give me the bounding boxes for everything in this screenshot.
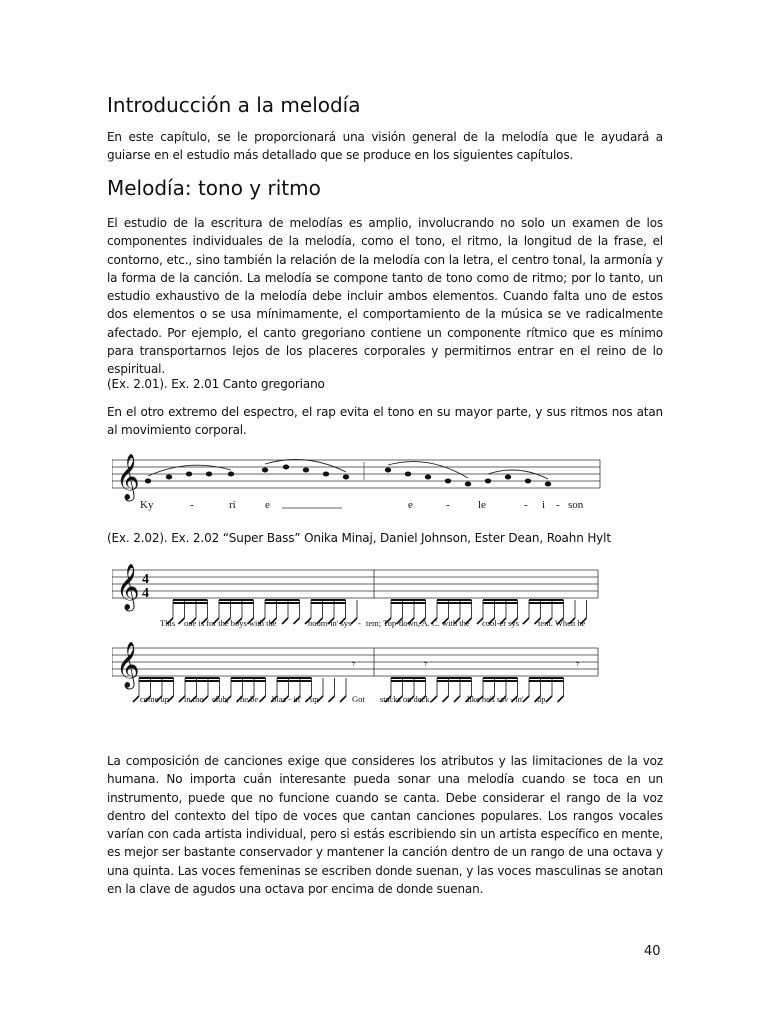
- slash-notehead: [443, 696, 449, 702]
- lyric-word: tem; Top: [366, 618, 397, 628]
- treble-clef-icon: 𝄞: [116, 642, 140, 687]
- slash-notehead: [294, 618, 300, 624]
- slash-notehead: [351, 618, 357, 624]
- lyric-word: -: [522, 618, 525, 628]
- paragraph-intro: En este capítulo, se le proporcionará una visión general de la melodía que le ayudará a guiarse en el estudio más detallado que se produce en los siguientes capítulos.: [107, 130, 663, 163]
- time-signature-top: 4: [142, 572, 149, 587]
- heading-intro: Introducción a la melodía: [107, 93, 361, 117]
- slash-notehead: [260, 696, 266, 702]
- lyric-syllable: son: [568, 499, 584, 511]
- rest-icon: 𝄾: [424, 657, 428, 671]
- caption-example-1: (Ex. 2.01). Ex. 2.01 Canto gregoriano: [107, 377, 325, 391]
- paragraph-voice: La composición de canciones exige que consideres los atributos y las limitaciones de la voz humana. No importa cuán interesante pueda sonar una melodía cuando se toca en un instrumento, puede que no funcione cuando se canta. Debe considerar el rango de la voz dentro del contexto del tipo de voces que cantan canciones populares. Los rangos vocales varían con cada artista individual, pero si estás escribiendo sin un artista específico en mente, es mejor ser bastante conservador y mantener la canción dentro de un rango de una octava y una quinta. Las voces femeninas se escriben donde suenan, y las voces masculinas se anotan en la clave de agudos una octava por encima de donde suenan.: [107, 754, 663, 897]
- lyric-word: like he's sav - in': [467, 694, 524, 704]
- lyric-word: cool-er sys: [482, 618, 520, 628]
- lyric-word: Got: [352, 694, 365, 704]
- lyric-word: he be: [240, 694, 259, 704]
- lyric-syllable: -: [524, 499, 528, 511]
- lyric-word: club,: [212, 694, 229, 704]
- lyric-word: This: [160, 618, 176, 628]
- slash-notehead: [431, 696, 437, 702]
- paragraph-rap: En el otro extremo del espectro, el rap evita el tono en su mayor parte, y sus ritmos nos atan al movimiento corporal.: [107, 405, 663, 438]
- page-number: 40: [644, 944, 661, 959]
- lyric-word: one is for the boys with the: [184, 618, 277, 628]
- lyric-word: up: [310, 694, 319, 704]
- slash-notehead: [523, 696, 529, 702]
- lyric-syllable: i: [542, 499, 546, 511]
- lyric-word: boom-in' sys: [308, 618, 352, 628]
- caption-example-2: (Ex. 2.02). Ex. 2.02 “Super Bass” Onika Minaj, Daniel Johnson, Ester Dean, Roahn Hylt: [107, 531, 611, 545]
- lyric-syllable: -: [190, 499, 194, 511]
- paragraph-melody: El estudio de la escritura de melodías es amplio, involucrando no solo un examen de los componentes individuales de la melodía, como el tono, el ritmo, la longitud de la frase, el contorno, etc., sino también la relación de la melodía con la letra, el centro tonal, la armonía y la forma de la canción. La melodía se compone tanto de tono como de ritmo; por lo tanto, un estudio exhaustivo de la melodía debe incluir ambos elementos. Cuando falta uno de estos dos elementos o se usa mínimamente, el comportamiento de la música se ve radicalmente afectado. Por ejemplo, el canto gregoriano contiene un componente rítmico que es mínimo para transportarnos lejos de los placeres corporales y permitirnos entrar en el reino de lo espiritual.: [107, 216, 663, 377]
- time-signature-bottom: 4: [142, 586, 149, 601]
- slash-notehead: [558, 696, 564, 702]
- rest-icon: 𝄾: [576, 657, 580, 671]
- gregorian-chant-score: [112, 450, 602, 518]
- lyric-syllable: -: [446, 499, 450, 511]
- staff-lines: [112, 460, 600, 488]
- treble-clef-icon: 𝄞: [116, 564, 140, 609]
- rest-icon: 𝄾: [352, 657, 356, 671]
- lyric-syllable: Ky: [140, 499, 154, 511]
- lyric-syllable: e: [408, 499, 413, 511]
- slash-notehead: [282, 618, 288, 624]
- lyric-syllable: e: [265, 499, 270, 511]
- chant-notes: [145, 465, 551, 487]
- lyric-word: stacks on deck,: [380, 694, 432, 704]
- heading-melody: Melodía: tono y ritmo: [107, 176, 321, 200]
- slash-notehead: [340, 696, 346, 702]
- rap-lyrics-line-1: [160, 618, 586, 628]
- rap-score: [112, 560, 600, 710]
- slash-notehead: [133, 696, 139, 702]
- lyric-word: down, A. C. with the: [399, 618, 470, 628]
- lyric-word: up.: [537, 694, 548, 704]
- lyric-word: tem. When he: [538, 618, 586, 628]
- lyric-word: come up: [140, 694, 170, 704]
- lyric-syllable: -: [556, 499, 560, 511]
- rap-notes: [133, 600, 587, 702]
- lyric-syllable: le: [478, 499, 486, 511]
- lyric-word: blaz - in': [272, 694, 302, 704]
- lyric-syllable: ri: [229, 499, 236, 511]
- treble-clef-icon: 𝄞: [116, 454, 140, 499]
- slash-notehead: [329, 696, 335, 702]
- lyric-word: in the: [184, 694, 204, 704]
- chant-lyrics: [140, 499, 584, 511]
- lyric-word: -: [358, 618, 361, 628]
- slash-notehead: [454, 696, 460, 702]
